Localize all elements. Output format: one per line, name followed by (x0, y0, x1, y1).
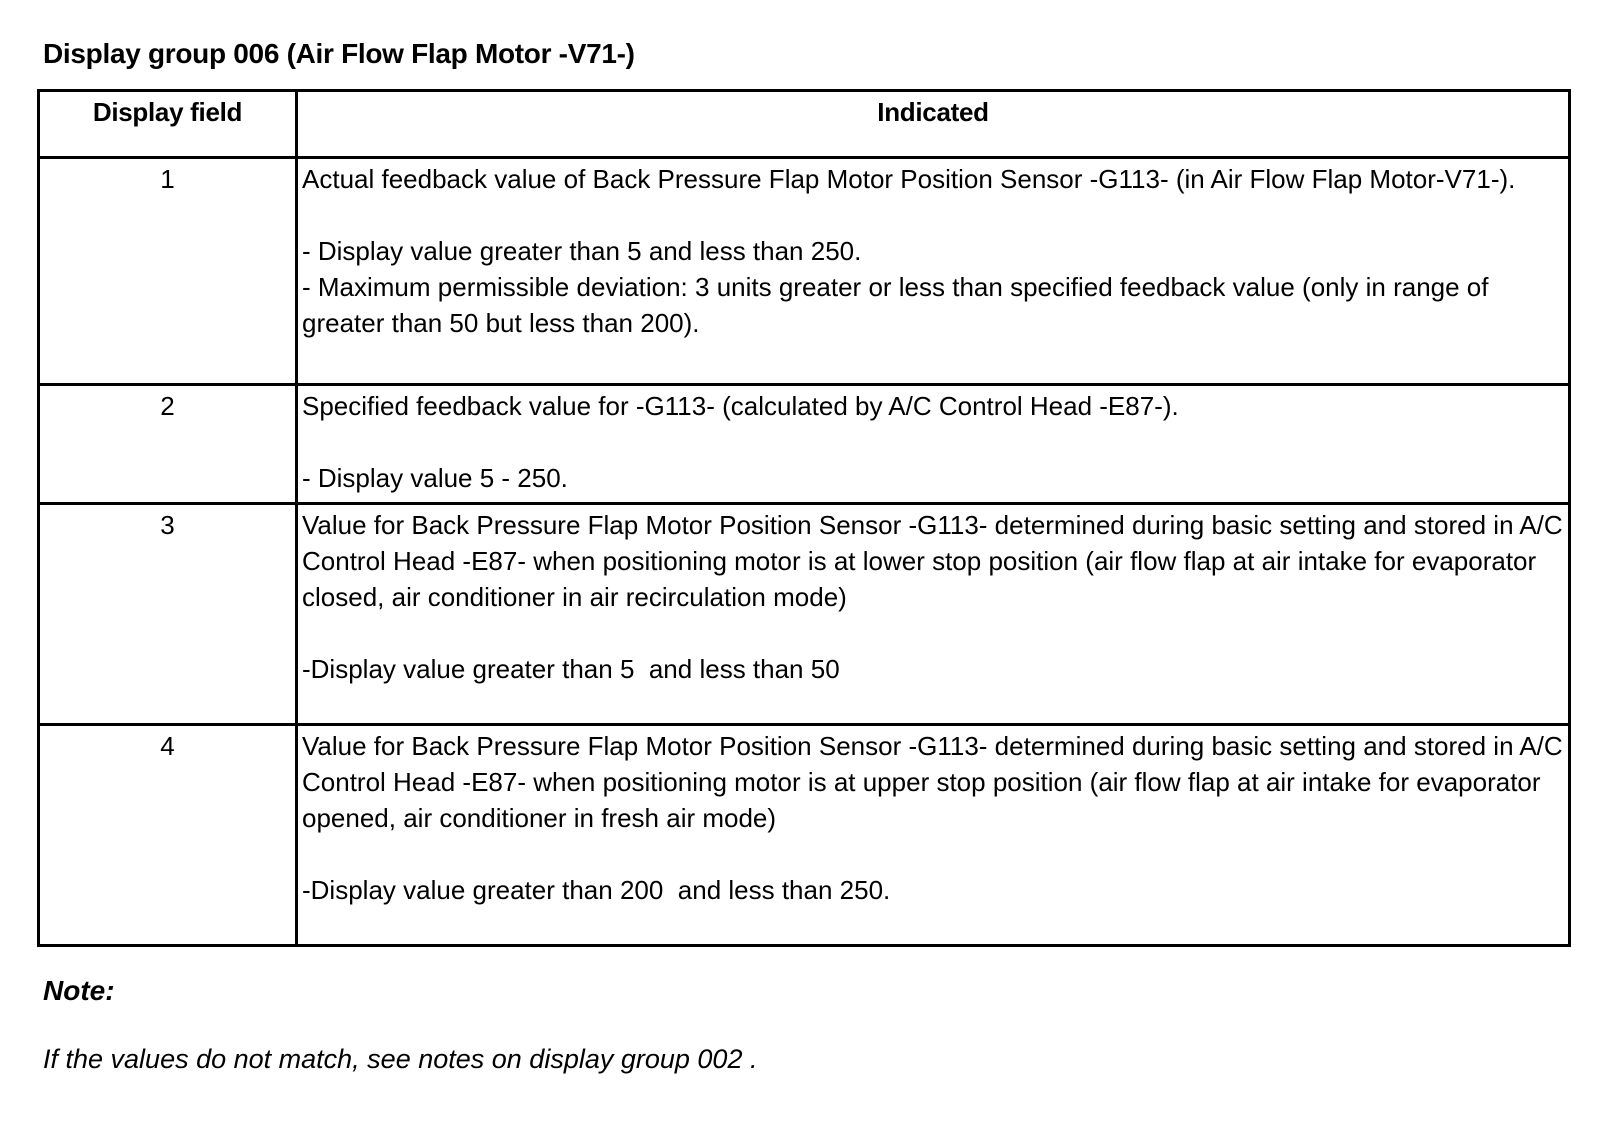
indicated-cell (297, 725, 1570, 946)
table-row (39, 504, 1570, 725)
indicated-cell (297, 385, 1570, 504)
header-display-field: Display field (39, 91, 297, 158)
indicated-text: Value for Back Pressure Flap Motor Position Sensor -G113- determined during basic setting and stored in A/C Control Head -E87- when positioning motor is at lower stop position (air flow flap at air intake for evaporator closed, air conditioner in air recirculation mode) (302, 510, 1570, 612)
table-row (39, 385, 1570, 504)
display-field-number: 1 (39, 158, 297, 385)
display-group-table (37, 89, 1571, 947)
indicated-text: Value for Back Pressure Flap Motor Position Sensor -G113- determined during basic setting and stored in A/C Control Head -E87- when positioning motor is at upper stop position (air flow flap at air intake for evaporator opened, air conditioner in fresh air mode) (302, 731, 1570, 833)
indicated-text: Specified feedback value for -G113- (calculated by A/C Control Head -E87-). (302, 391, 1179, 421)
table-row (39, 725, 1570, 946)
indicated-text: - Maximum permissible deviation: 3 units greater or less than specified feedback value (only in range of greater than 50 but less than 200). (302, 272, 1496, 338)
indicated-text: - Display value greater than 5 and less than 250. (302, 236, 862, 266)
indicated-text: -Display value greater than 5 and less than 50 (302, 654, 840, 684)
display-field-number: 3 (39, 504, 297, 725)
display-field-number: 2 (39, 385, 297, 504)
table-header-row (39, 91, 1570, 158)
table-row (39, 158, 1570, 385)
indicated-text: Actual feedback value of Back Pressure Flap Motor Position Sensor -G113- (in Air Flow Flap Motor-V71-). (302, 164, 1516, 194)
header-indicated: Indicated (297, 91, 1570, 158)
note-text: If the values do not match, see notes on display group 002 . (43, 1044, 758, 1074)
page-title: Display group 006 (Air Flow Flap Motor -V71-) (43, 38, 635, 69)
indicated-text: - Display value 5 - 250. (302, 463, 568, 493)
display-field-number: 4 (39, 725, 297, 946)
indicated-cell (297, 158, 1570, 385)
indicated-text: -Display value greater than 200 and less than 250. (302, 875, 891, 905)
note-heading: Note: (43, 975, 115, 1006)
indicated-cell (297, 504, 1570, 725)
